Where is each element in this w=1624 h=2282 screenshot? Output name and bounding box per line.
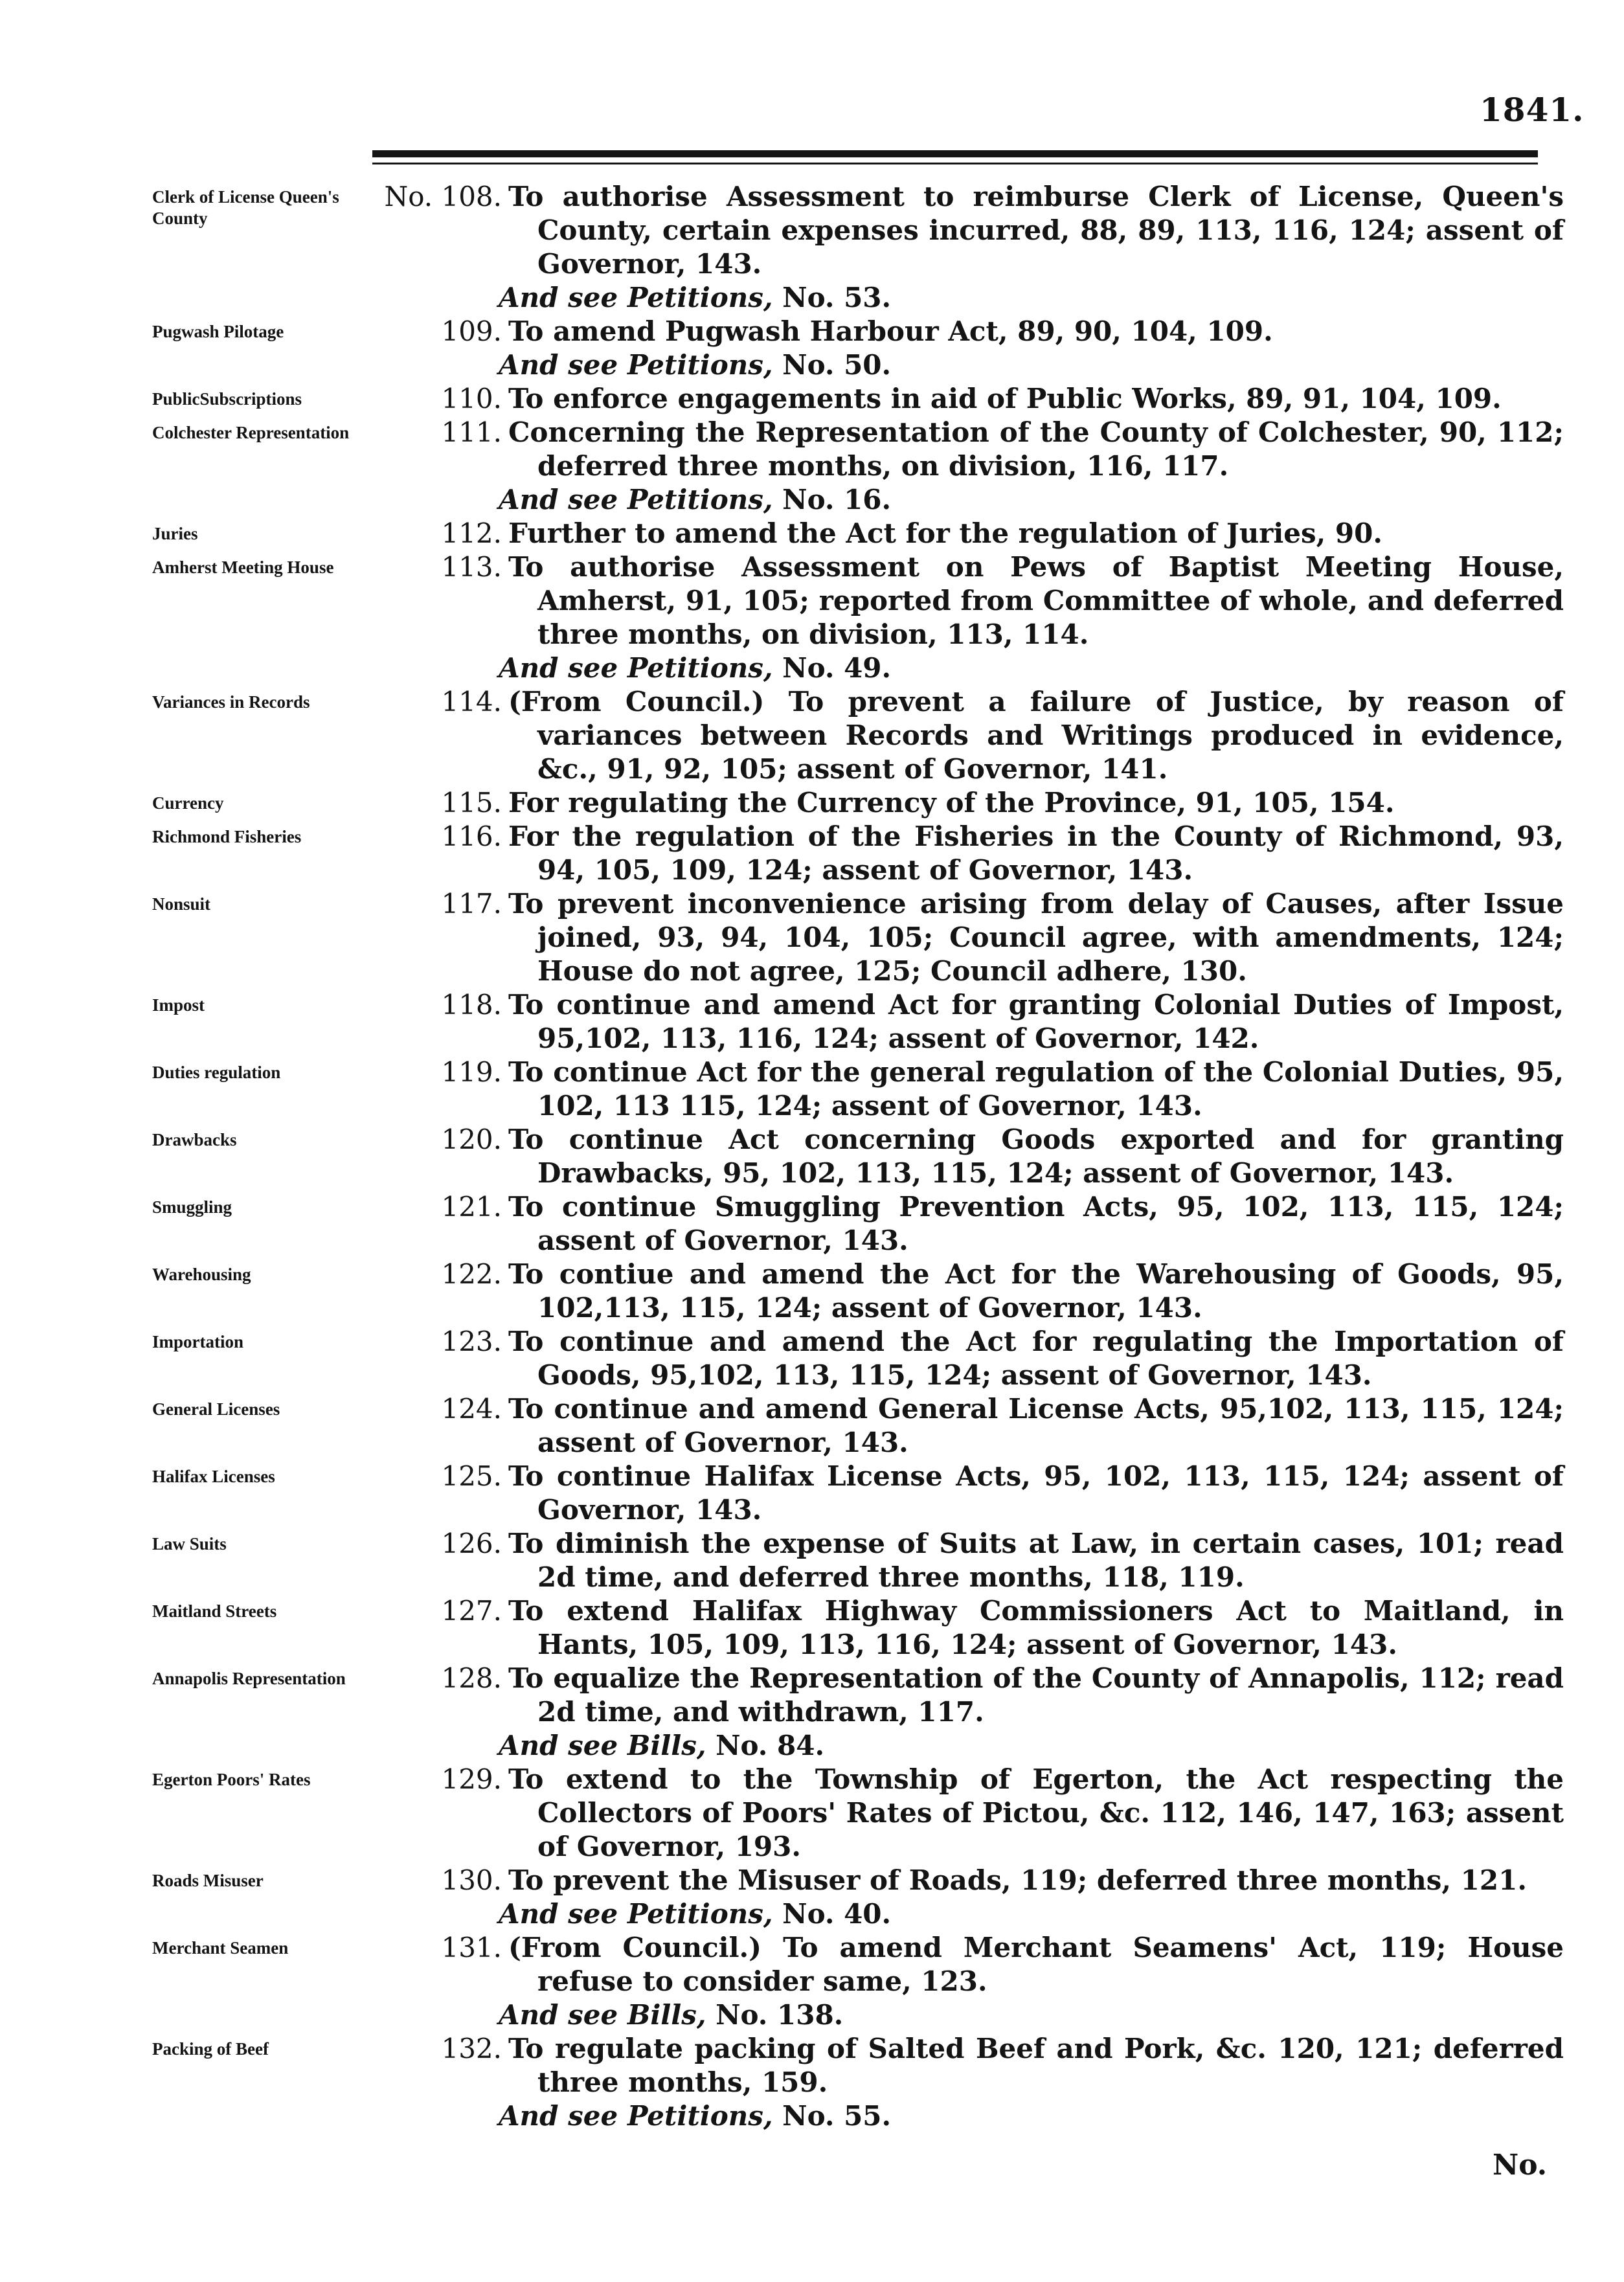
- bill-entry: [0, 1392, 1624, 1460]
- bill-description: To diminish the expense of Suits at Law, in certain cases, 101; read 2d time, and deferred three months, 118, 119.: [508, 1528, 1564, 1593]
- margin-note: Currency: [152, 793, 224, 813]
- bill-number: 127.: [441, 1595, 502, 1627]
- bill-entry: [0, 685, 1624, 786]
- cross-reference: [499, 2099, 1624, 2133]
- bill-number: 116.: [441, 820, 502, 852]
- bill-description: To authorise Assessment on Pews of Baptist Meeting House, Amherst, 91, 105; reported from Committee of whole, and deferred three months, on division, 113, 114.: [508, 551, 1564, 650]
- cross-reference-target: Bills,: [627, 1999, 706, 2031]
- header-rule-thick: [372, 150, 1538, 157]
- margin-note: Juries: [152, 524, 198, 543]
- cross-reference-prefix: And see: [499, 484, 618, 515]
- bill-number: 126.: [441, 1528, 502, 1559]
- cross-reference-target: Petitions,: [627, 484, 773, 515]
- bill-entry: [0, 887, 1624, 988]
- bill-description: To continue Halifax License Acts, 95, 102, 113, 115, 124; assent of Governor, 143.: [508, 1460, 1564, 1526]
- cross-reference-target: Petitions,: [627, 2100, 773, 2132]
- bill-number: 115.: [441, 787, 502, 819]
- margin-note: Impost: [152, 995, 205, 1015]
- bill-number: 121.: [441, 1191, 502, 1223]
- bill-description: To amend Pugwash Harbour Act, 89, 90, 104, 109.: [508, 315, 1273, 347]
- bill-description: To regulate packing of Salted Beef and Pork, &c. 120, 121; deferred three months, 159.: [508, 2033, 1564, 2098]
- margin-note: Variances in Records: [152, 692, 310, 712]
- bill-number: 112.: [441, 517, 502, 549]
- bill-entry: [0, 1190, 1624, 1258]
- cross-reference-target: Bills,: [627, 1730, 706, 1761]
- bill-entries-list: [0, 180, 1624, 2133]
- bill-entry: [0, 1527, 1624, 1594]
- margin-note: Halifax Licenses: [152, 1467, 275, 1486]
- bill-description: To continue Smuggling Prevention Acts, 95, 102, 113, 115, 124; assent of Governor, 143.: [508, 1191, 1564, 1256]
- bill-entry: [0, 1056, 1624, 1123]
- bill-number: 118.: [441, 989, 502, 1021]
- bill-description: To continue Act concerning Goods exported and for granting Drawbacks, 95, 102, 113, 115, 124; assent of Governor, 143.: [508, 1124, 1564, 1189]
- bill-entry: [0, 1594, 1624, 1662]
- bill-description: To equalize the Representation of the County of Annapolis, 112; read 2d time, and withdrawn, 117.: [508, 1662, 1564, 1728]
- catchword: No.: [1493, 2149, 1548, 2182]
- bill-description: Concerning the Representation of the County of Colchester, 90, 112; deferred three months, on division, 116, 117.: [508, 416, 1564, 482]
- bill-description: To prevent the Misuser of Roads, 119; deferred three months, 121.: [508, 1864, 1527, 1896]
- bill-number: 109.: [441, 315, 502, 347]
- bill-number: 125.: [441, 1460, 502, 1492]
- margin-note: Pugwash Pilotage: [152, 322, 284, 341]
- cross-reference: [499, 1729, 1624, 1763]
- margin-note: Law Suits: [152, 1534, 227, 1553]
- bill-description: To enforce engagements in aid of Public Works, 89, 91, 104, 109.: [508, 383, 1502, 414]
- bill-number: 123.: [441, 1326, 502, 1357]
- margin-note: Importation: [152, 1332, 243, 1351]
- bill-entry: [0, 382, 1624, 416]
- cross-reference-number: No. 55.: [782, 2100, 892, 2132]
- margin-note: Drawbacks: [152, 1130, 237, 1149]
- bill-entry: [0, 2032, 1624, 2133]
- cross-reference: [499, 651, 1624, 685]
- bill-description: Further to amend the Act for the regulation of Juries, 90.: [508, 517, 1382, 549]
- header-rule-thin: [372, 163, 1538, 164]
- bill-entry: [0, 1662, 1624, 1763]
- cross-reference-target: Petitions,: [627, 652, 773, 684]
- cross-reference: [499, 281, 1624, 315]
- cross-reference-prefix: And see: [499, 349, 618, 381]
- bill-description: To continue and amend Act for granting Colonial Duties of Impost, 95,102, 113, 116, 124; assent of Governor, 142.: [508, 989, 1564, 1054]
- margin-note: Clerk of License Queen's County: [152, 187, 339, 228]
- cross-reference-target: Petitions,: [627, 282, 773, 313]
- bill-description: To prevent inconvenience arising from delay of Causes, after Issue joined, 93, 94, 104, 105; Council agree, with amendments, 124; House do not agree, 125; Council adhere, 130.: [508, 888, 1564, 987]
- margin-note: Richmond Fisheries: [152, 827, 302, 846]
- margin-note: Merchant Seamen: [152, 1938, 289, 1958]
- margin-note: PublicSubscriptions: [152, 389, 302, 409]
- margin-note: Egerton Poors' Rates: [152, 1770, 311, 1789]
- bill-entry: [0, 416, 1624, 517]
- bill-number: 114.: [441, 686, 502, 717]
- margin-note: Annapolis Representation: [152, 1669, 346, 1688]
- cross-reference-prefix: And see: [499, 1999, 618, 2031]
- bill-description: To continue and amend the Act for regulating the Importation of Goods, 95,102, 113, 115, 124; assent of Governor, 143.: [508, 1326, 1564, 1391]
- cross-reference-number: No. 16.: [782, 484, 892, 515]
- bill-entry: [0, 517, 1624, 550]
- bill-number: 119.: [441, 1056, 502, 1088]
- margin-note: Warehousing: [152, 1265, 251, 1284]
- cross-reference-prefix: And see: [499, 282, 618, 313]
- margin-note: Maitland Streets: [152, 1601, 277, 1621]
- bill-description: For regulating the Currency of the Province, 91, 105, 154.: [508, 787, 1395, 819]
- bill-entry: [0, 988, 1624, 1056]
- bill-number: 120.: [441, 1124, 502, 1155]
- bill-entry: [0, 1258, 1624, 1325]
- cross-reference-target: Petitions,: [627, 1898, 773, 1930]
- bill-entry: [0, 786, 1624, 820]
- bill-number: 131.: [441, 1932, 502, 1963]
- margin-note: Amherst Meeting House: [152, 558, 334, 577]
- cross-reference-prefix: And see: [499, 1730, 618, 1761]
- margin-note: Colchester Representation: [152, 423, 350, 442]
- bill-number: 124.: [441, 1393, 502, 1425]
- bill-entry: [0, 820, 1624, 887]
- cross-reference-number: No. 40.: [782, 1898, 892, 1930]
- cross-reference-number: No. 53.: [782, 282, 892, 313]
- bill-number: No. 108.: [384, 181, 502, 212]
- bill-number: 113.: [441, 551, 502, 583]
- bill-entry: [0, 180, 1624, 315]
- bill-number: 110.: [441, 383, 502, 414]
- margin-note: Nonsuit: [152, 894, 211, 914]
- bill-description: To continue Act for the general regulation of the Colonial Duties, 95, 102, 113 115, 124; assent of Governor, 143.: [508, 1056, 1564, 1122]
- bill-entry: [0, 550, 1624, 685]
- bill-number: 122.: [441, 1258, 502, 1290]
- bill-description: To contiue and amend the Act for the Warehousing of Goods, 95, 102,113, 115, 124; assent of Governor, 143.: [508, 1258, 1564, 1324]
- cross-reference-number: No. 84.: [716, 1730, 825, 1761]
- cross-reference-prefix: And see: [499, 652, 618, 684]
- margin-note: Roads Misuser: [152, 1871, 264, 1890]
- bill-description: To continue and amend General License Acts, 95,102, 113, 115, 124; assent of Governor, 143.: [508, 1393, 1564, 1458]
- cross-reference-number: No. 138.: [716, 1999, 844, 2031]
- bill-number: 117.: [441, 888, 502, 920]
- bill-entry: [0, 1864, 1624, 1931]
- bill-number: 130.: [441, 1864, 502, 1896]
- bill-number: 128.: [441, 1662, 502, 1694]
- cross-reference-prefix: And see: [499, 1898, 618, 1930]
- bill-number: 129.: [441, 1763, 502, 1795]
- margin-note: Smuggling: [152, 1197, 232, 1217]
- cross-reference-number: No. 50.: [782, 349, 892, 381]
- cross-reference: [499, 483, 1624, 517]
- cross-reference: [499, 1897, 1624, 1931]
- bill-entry: [0, 1931, 1624, 2032]
- cross-reference-number: No. 49.: [782, 652, 892, 684]
- bill-description: (From Council.) To prevent a failure of Justice, by reason of variances between Records and Writings produced in evidence, &c., 91, 92, 105; assent of Governor, 141.: [508, 686, 1564, 785]
- bill-entry: [0, 1123, 1624, 1190]
- cross-reference: [499, 348, 1624, 382]
- bill-description: To authorise Assessment to reimburse Clerk of License, Queen's County, certain expenses incurred, 88, 89, 113, 116, 124; assent of Governor, 143.: [508, 181, 1564, 280]
- margin-note: Duties regulation: [152, 1063, 281, 1082]
- margin-note: General Licenses: [152, 1399, 280, 1419]
- bill-description: To extend to the Township of Egerton, the Act respecting the Collectors of Poors' Rates of Pictou, &c. 112, 146, 147, 163; assent of Governor, 193.: [508, 1763, 1564, 1862]
- bill-number: 132.: [441, 2033, 502, 2064]
- bill-description: For the regulation of the Fisheries in the County of Richmond, 93, 94, 105, 109, 124; assent of Governor, 143.: [508, 820, 1564, 886]
- margin-note: Packing of Beef: [152, 2039, 269, 2059]
- bill-entry: [0, 1325, 1624, 1392]
- cross-reference-target: Petitions,: [627, 349, 773, 381]
- cross-reference: [499, 1998, 1624, 2032]
- cross-reference-prefix: And see: [499, 2100, 618, 2132]
- bill-description: To extend Halifax Highway Commissioners Act to Maitland, in Hants, 105, 109, 113, 116, 124; assent of Governor, 143.: [508, 1595, 1564, 1660]
- page-year: 1841.: [1480, 91, 1585, 129]
- bill-entry: [0, 1763, 1624, 1864]
- bill-number: 111.: [441, 416, 502, 448]
- bill-entry: [0, 315, 1624, 382]
- bill-description: (From Council.) To amend Merchant Seamens' Act, 119; House refuse to consider same, 123.: [508, 1932, 1564, 1997]
- bill-entry: [0, 1460, 1624, 1527]
